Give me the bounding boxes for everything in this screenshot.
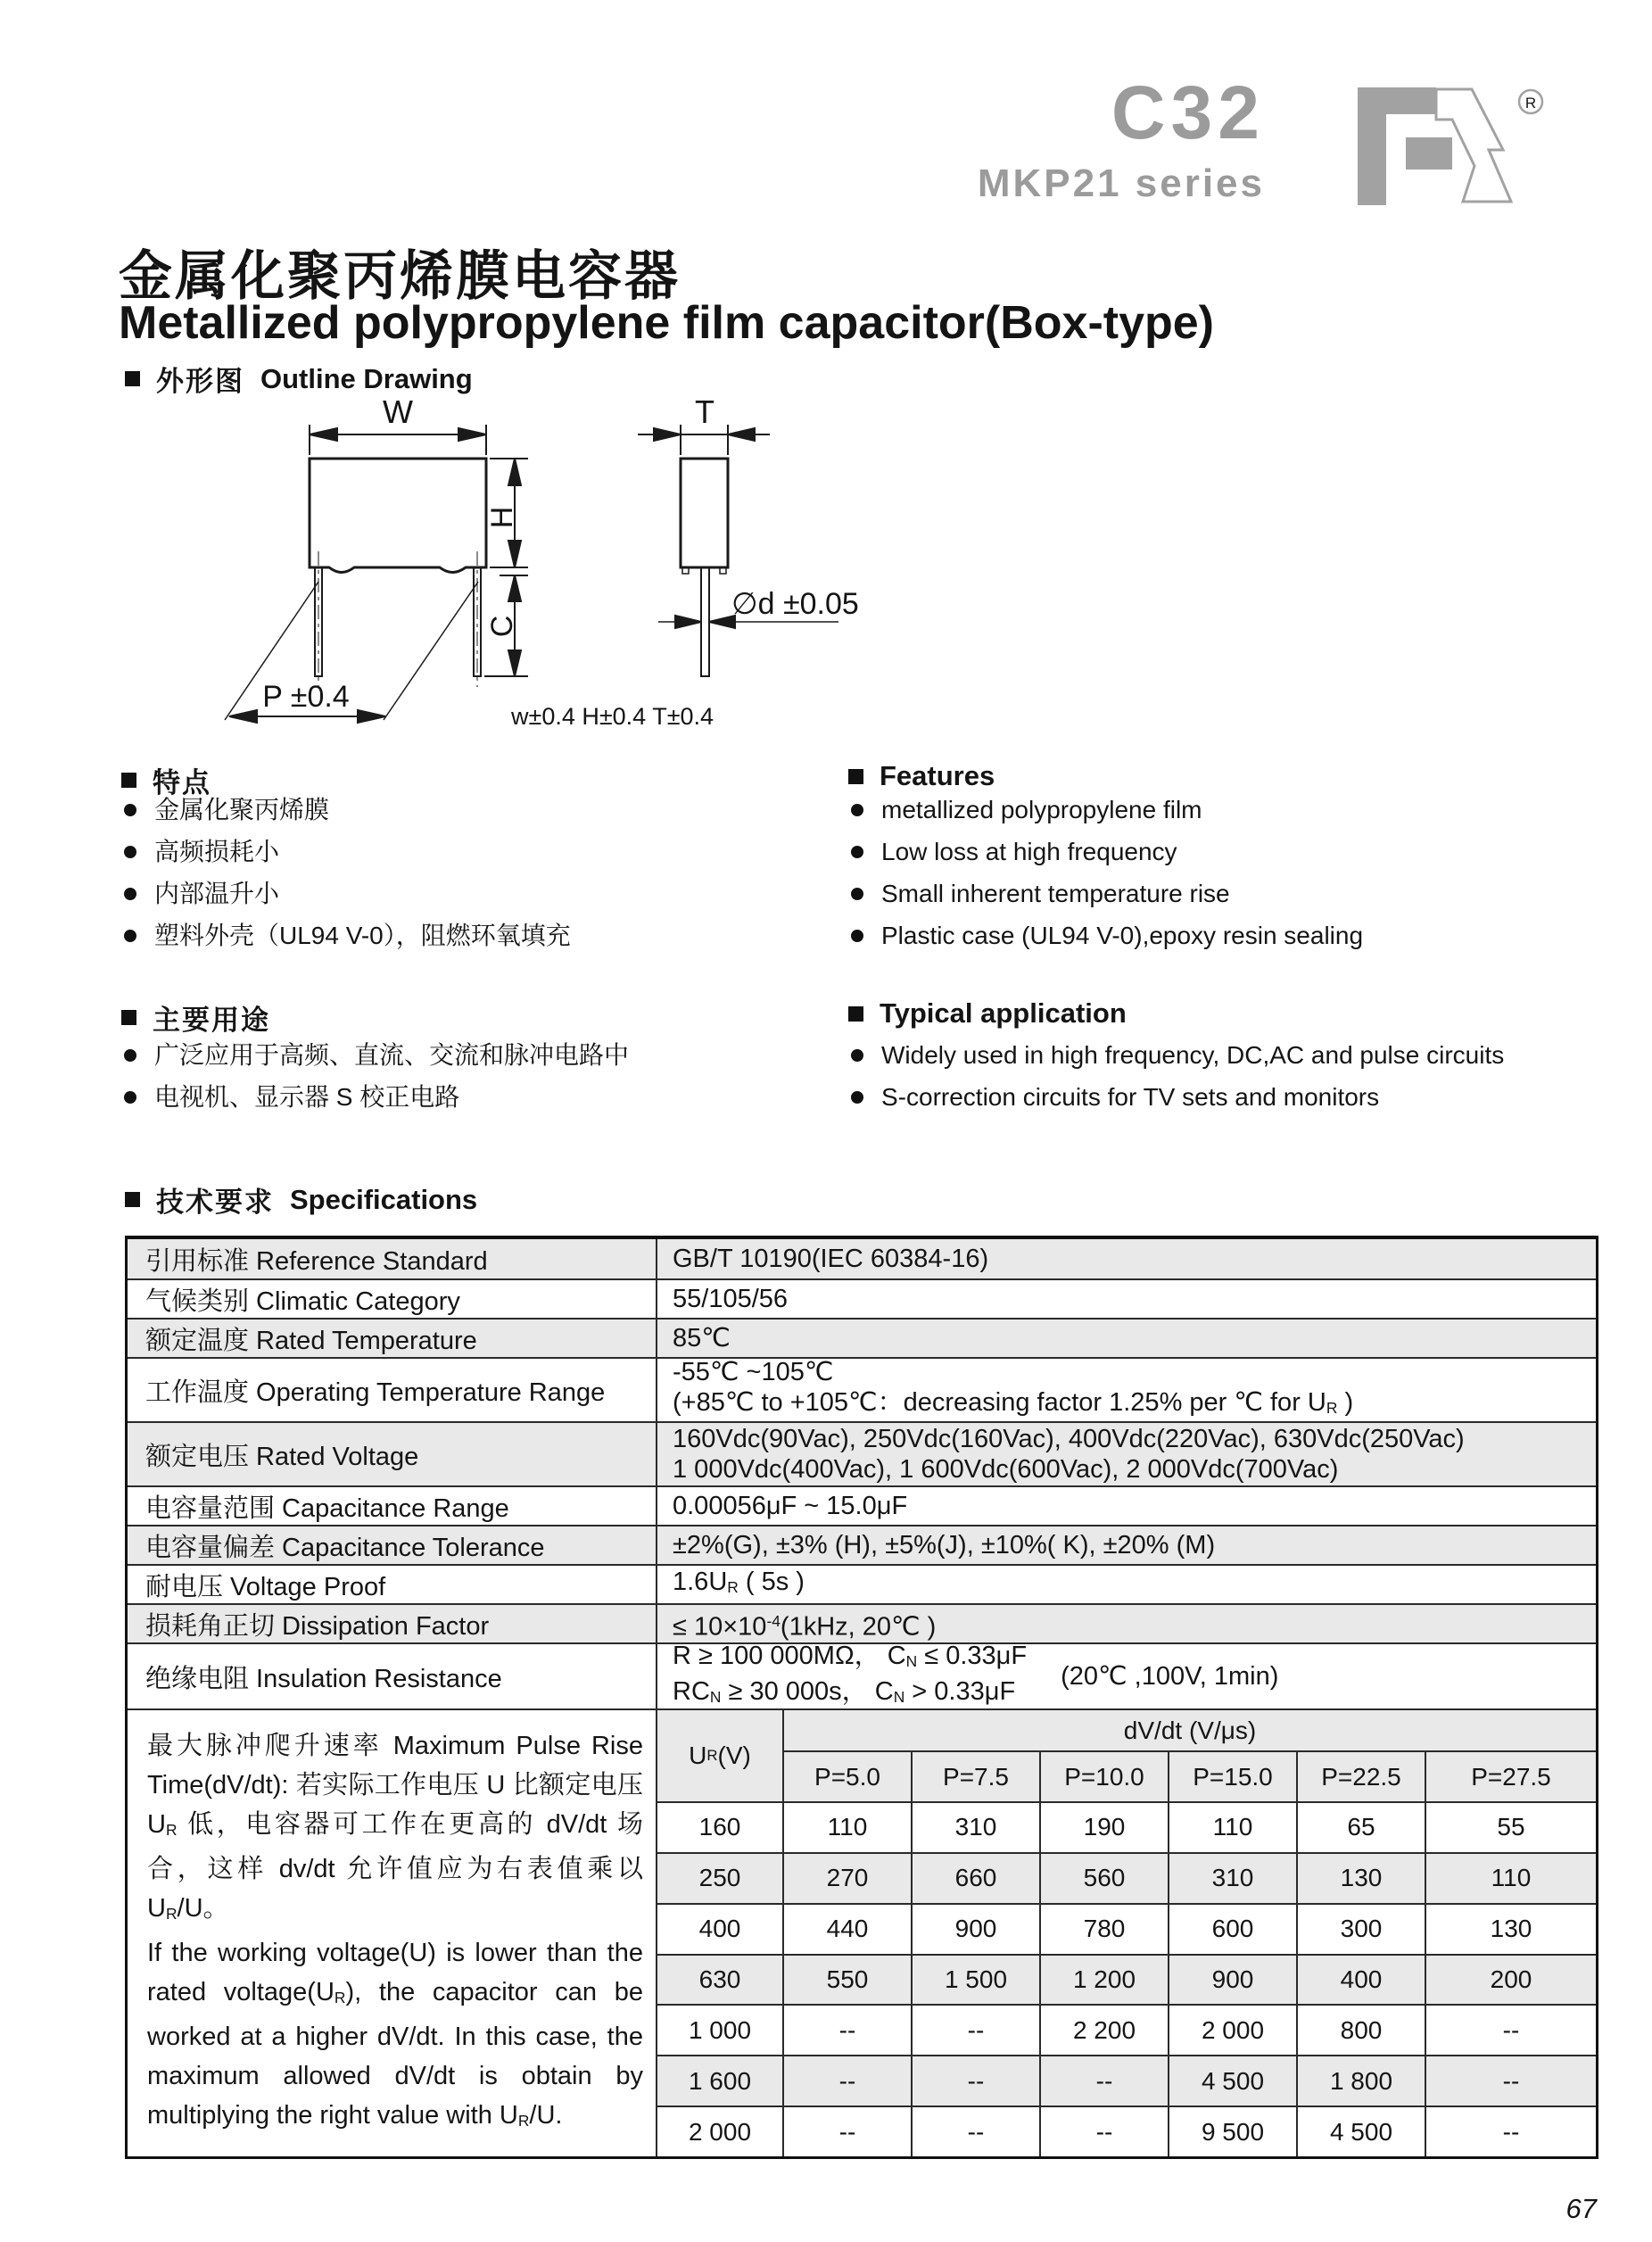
specs-heading — [125, 1179, 477, 1220]
list-item — [851, 1084, 1591, 1111]
pulse-dvdt-value: -- — [1041, 2056, 1168, 2105]
list-item-text: 塑料外壳（UL94 V-0），阻燃环氧填充 — [154, 922, 571, 949]
pulse-dvdt-value: -- — [913, 2107, 1039, 2156]
list-item — [851, 797, 1565, 823]
pulse-dvdt-value: -- — [1426, 2056, 1596, 2105]
pulse-description — [128, 1710, 657, 2156]
list-item-text: 电视机、显示器 S 校正电路 — [154, 1083, 460, 1111]
bullet-icon — [124, 1091, 136, 1104]
outline-drawing — [0, 384, 892, 736]
application-list-en — [851, 1042, 1591, 1126]
list-item-text: Low loss at high frequency — [881, 838, 1177, 865]
spec-value — [657, 1320, 1596, 1357]
pulse-dvdt-value: 550 — [784, 1956, 911, 2005]
application-heading-en — [848, 997, 1127, 1030]
application-list-cn — [124, 1042, 820, 1126]
pulse-dvdt-value: 110 — [784, 1803, 911, 1852]
pulse-p-header: P=7.5 — [913, 1752, 1039, 1801]
pulse-dvdt-value: -- — [913, 2056, 1039, 2105]
pulse-dvdt-value: 4 500 — [1298, 2107, 1425, 2156]
list-item — [851, 881, 1565, 907]
pulse-dvdt-value: 560 — [1041, 1854, 1168, 1903]
specifications-table — [125, 1236, 1598, 2159]
pulse-dvdt-value: 55 — [1426, 1803, 1596, 1852]
pulse-dvdt-value: 130 — [1298, 1854, 1425, 1903]
pulse-dvdt-value: -- — [784, 2107, 911, 2156]
bullet-icon — [124, 930, 136, 942]
pulse-dvdt-value: 110 — [1426, 1854, 1596, 1903]
outline-heading-cn: 外形图 — [156, 366, 244, 397]
list-item — [124, 797, 802, 823]
series-name: MKP21 series — [977, 161, 1265, 205]
list-item — [124, 1042, 820, 1069]
spec-value-text: 160Vdc(90Vac), 250Vdc(160Vac), 400Vdc(220Vac), 630Vdc(250Vac) 1 000Vdc(400Vac), 1 600Vdc(600Vac), 2 000Vdc(700Vac) — [673, 1425, 1465, 1484]
pulse-p-header: P=15.0 — [1169, 1752, 1296, 1801]
features-heading-cn-text: 特点 — [153, 767, 211, 798]
spec-row — [128, 1421, 1596, 1485]
pulse-dvdt-value: 1 200 — [1041, 1956, 1168, 2005]
spec-value — [657, 1359, 1596, 1421]
pulse-dvdt-value: 310 — [913, 1803, 1039, 1852]
list-item-text: Small inherent temperature rise — [881, 880, 1230, 907]
spec-value-text: 0.00056μF ~ 15.0μF — [673, 1492, 908, 1520]
spec-value — [657, 1526, 1596, 1564]
spec-value-text: 85℃ — [673, 1324, 731, 1353]
page-title-en: Metallized polypropylene film capacitor(Box-type) — [119, 297, 1214, 349]
list-item — [851, 922, 1565, 949]
spec-label: 电容量范围 Capacitance Range — [128, 1487, 657, 1525]
application-heading-cn — [121, 997, 270, 1038]
spec-value-note: (20℃ ,100V, 1min) — [1061, 1662, 1279, 1691]
list-item — [124, 1084, 820, 1111]
spec-value — [657, 1641, 1596, 1708]
list-item — [851, 1042, 1591, 1069]
application-heading-en-text: Typical application — [880, 997, 1127, 1029]
spec-row — [128, 1318, 1596, 1357]
pulse-ur-value: 250 — [657, 1854, 782, 1903]
registered-letter: R — [1524, 95, 1537, 112]
bullet-icon — [851, 804, 863, 816]
pulse-dvdt-value: 270 — [784, 1854, 911, 1903]
spec-label: 耐电压 Voltage Proof — [128, 1566, 657, 1603]
section-marker-icon — [848, 1006, 863, 1022]
spec-value-text: -55℃ ~105℃ (+85℃ to +105℃：decreasing factor 1.25% per ℃ for $U_R$ ) — [673, 1357, 1354, 1418]
features-heading-en-text: Features — [880, 760, 995, 791]
spec-label: 电容量偏差 Capacitance Tolerance — [128, 1526, 657, 1564]
tolerance-note: w±0.4 H±0.4 T±0.4 — [511, 703, 714, 730]
bullet-icon — [124, 1049, 136, 1062]
application-heading-cn-text: 主要用途 — [153, 1005, 270, 1036]
spec-row — [128, 1485, 1596, 1525]
pulse-dvdt-value: 600 — [1169, 1905, 1296, 1954]
spec-value — [657, 1605, 1596, 1642]
page-title-cn: 金属化聚丙烯膜电容器 — [119, 246, 681, 306]
bullet-icon — [124, 804, 136, 816]
pulse-rise-section — [128, 1708, 1596, 2156]
spec-row — [128, 1525, 1596, 1564]
spec-label: 绝缘电阻 Insulation Resistance — [128, 1644, 657, 1708]
pulse-dvdt-value: 900 — [913, 1905, 1039, 1954]
dim-label-p: P ±0.4 — [262, 680, 350, 714]
spec-label: 额定温度 Rated Temperature — [128, 1320, 657, 1357]
spec-label: 引用标准 Reference Standard — [128, 1239, 657, 1278]
pulse-dvdt-value: 110 — [1169, 1803, 1296, 1852]
spec-rows — [128, 1239, 1596, 1708]
pulse-dvdt-value: 900 — [1169, 1956, 1296, 2005]
pulse-dvdt-value: 130 — [1426, 1905, 1596, 1954]
spec-value — [657, 1423, 1596, 1485]
spec-row — [128, 1239, 1596, 1278]
pulse-dvdt-value: -- — [1041, 2107, 1168, 2156]
pulse-ur-header: U R (V) — [657, 1710, 782, 1801]
specs-heading-en: Specifications — [290, 1183, 478, 1215]
dim-label-h: H — [485, 506, 519, 529]
spec-value — [657, 1566, 1596, 1603]
logo-bar — [1358, 87, 1436, 114]
list-item-text: S-correction circuits for TV sets and monitors — [881, 1083, 1380, 1111]
list-item — [851, 839, 1565, 865]
bullet-icon — [851, 888, 863, 900]
spec-value-text: GB/T 10190(IEC 60384-16) — [673, 1245, 989, 1273]
list-item-text: 内部温升小 — [154, 880, 280, 907]
pulse-table — [657, 1710, 1596, 2156]
list-item-text: 广泛应用于高频、直流、交流和脉冲电路中 — [154, 1041, 630, 1069]
bullet-icon — [851, 1049, 863, 1062]
pulse-dvdt-value: 2 200 — [1041, 2006, 1168, 2055]
brand-logo — [1358, 87, 1547, 209]
model-code: C32 — [1111, 70, 1265, 154]
spec-value — [657, 1280, 1596, 1318]
section-marker-icon — [121, 773, 136, 788]
pulse-dvdt-value: -- — [1426, 2006, 1596, 2055]
pulse-dvdt-value: 200 — [1426, 1956, 1596, 2005]
spec-row — [128, 1642, 1596, 1708]
pulse-dvdt-value: 65 — [1298, 1803, 1425, 1852]
section-marker-icon — [125, 1192, 140, 1207]
spec-value-text: R ≥ 100 000MΩ， $C_N \le 0.33\mu F$ $RC_N \ge 30$ 000s， $C_N > 0.33\mu F$ — [673, 1641, 1028, 1707]
pulse-dvdt-header: dV/dt (V/μs) — [784, 1710, 1596, 1750]
spec-row — [128, 1357, 1596, 1421]
spec-value — [657, 1487, 1596, 1525]
pulse-ur-value: 160 — [657, 1803, 782, 1852]
bullet-icon — [124, 846, 136, 858]
dim-label-d: ∅d ±0.05 — [731, 587, 859, 621]
spec-row — [128, 1603, 1596, 1642]
pulse-dvdt-value: 1 500 — [913, 1956, 1039, 2005]
spec-label: 气候类别 Climatic Category — [128, 1280, 657, 1318]
spec-row — [128, 1564, 1596, 1603]
list-item-text: Plastic case (UL94 V-0),epoxy resin sealing — [881, 922, 1364, 949]
features-list-cn — [124, 797, 802, 964]
spec-label: 工作温度 Operating Temperature Range — [128, 1359, 657, 1421]
logo-square — [1406, 137, 1452, 170]
pulse-dvdt-value: 190 — [1041, 1803, 1168, 1852]
list-item — [124, 881, 802, 907]
pulse-dvdt-value: -- — [784, 2056, 911, 2105]
specs-heading-cn: 技术要求 — [156, 1187, 274, 1218]
pulse-dvdt-value: 4 500 — [1169, 2056, 1296, 2105]
list-item-text: Widely used in high frequency, DC,AC and pulse circuits — [881, 1041, 1505, 1069]
pulse-dvdt-value: 2 000 — [1169, 2006, 1296, 2055]
bullet-icon — [851, 1091, 863, 1104]
pulse-dvdt-value: -- — [1426, 2107, 1596, 2156]
spec-row — [128, 1278, 1596, 1318]
pulse-dvdt-value: 1 800 — [1298, 2056, 1425, 2105]
features-heading-cn — [121, 760, 211, 800]
list-item-text: 金属化聚丙烯膜 — [154, 796, 330, 823]
pulse-p-header: P=22.5 — [1298, 1752, 1425, 1801]
pulse-description-cn: 最大脉冲爬升速率 Maximum Pulse Rise Time(dV/dt): 若实际工作电压 U 比额定电压 $U_R$ 低，电容器可工作在更高的 dV/dt 场合，这样 dv/dt 允许值应为右表值乘以 $U_R/U$。 — [147, 1731, 643, 1923]
spec-value-text: 55/105/56 — [673, 1285, 789, 1313]
pulse-ur-value: 1 600 — [657, 2056, 782, 2105]
list-item — [124, 839, 802, 865]
pulse-dvdt-value: 9 500 — [1169, 2107, 1296, 2156]
pulse-dvdt-value: 660 — [913, 1854, 1039, 1903]
bullet-icon — [851, 846, 863, 858]
list-item-text: 高频损耗小 — [154, 838, 280, 865]
pulse-dvdt-value: 400 — [1298, 1956, 1425, 2005]
pulse-p-header: P=27.5 — [1426, 1752, 1596, 1801]
pulse-ur-value: 2 000 — [657, 2107, 782, 2156]
pulse-dvdt-value: 440 — [784, 1905, 911, 1954]
pulse-dvdt-value: 800 — [1298, 2006, 1425, 2055]
list-item-text: metallized polypropylene film — [881, 796, 1202, 823]
pulse-p-header: P=10.0 — [1041, 1752, 1168, 1801]
pulse-dvdt-value: -- — [913, 2006, 1039, 2055]
spec-label: 损耗角正切 Dissipation Factor — [128, 1605, 657, 1642]
dim-label-w: W — [383, 393, 413, 430]
spec-value — [657, 1239, 1596, 1278]
list-item — [124, 922, 802, 949]
bullet-icon — [851, 930, 863, 942]
spec-value-text: $1.6U_R$ ( 5s ) — [673, 1567, 805, 1597]
features-list-en — [851, 797, 1565, 964]
spec-value-text: ≤ $10\times 10^{-4}(1kHz$, 20℃ ) — [673, 1611, 937, 1642]
page-number: 67 — [1565, 2193, 1597, 2224]
spec-label: 额定电压 Rated Voltage — [128, 1423, 657, 1485]
pulse-dvdt-value: 310 — [1169, 1854, 1296, 1903]
dim-label-t: T — [695, 393, 714, 430]
section-marker-icon — [848, 769, 863, 784]
pulse-ur-value: 1 000 — [657, 2006, 782, 2055]
pulse-ur-value: 400 — [657, 1905, 782, 1954]
dim-label-c: C — [485, 615, 519, 638]
pulse-ur-value: 630 — [657, 1956, 782, 2005]
section-marker-icon — [121, 1010, 136, 1025]
bullet-icon — [124, 888, 136, 900]
outline-heading-en: Outline Drawing — [260, 362, 473, 394]
pulse-description-en: If the working voltage(U) is lower than the rated $voltage(U_R)$, the capacitor can be worked at a higher dV/dt. In this case, the maximum allowed dV/dt is obtain by multiplying the right value with $U_R/U$. — [147, 1939, 643, 2130]
pulse-p-header: P=5.0 — [784, 1752, 911, 1801]
pulse-dvdt-value: 300 — [1298, 1905, 1425, 1954]
pulse-dvdt-value: -- — [784, 2006, 911, 2055]
features-heading-en — [848, 760, 995, 792]
pulse-dvdt-value: 780 — [1041, 1905, 1168, 1954]
spec-value-text: ±2%(G), ±3% (H), ±5%(J), ±10%( K), ±20% (M) — [673, 1531, 1216, 1559]
